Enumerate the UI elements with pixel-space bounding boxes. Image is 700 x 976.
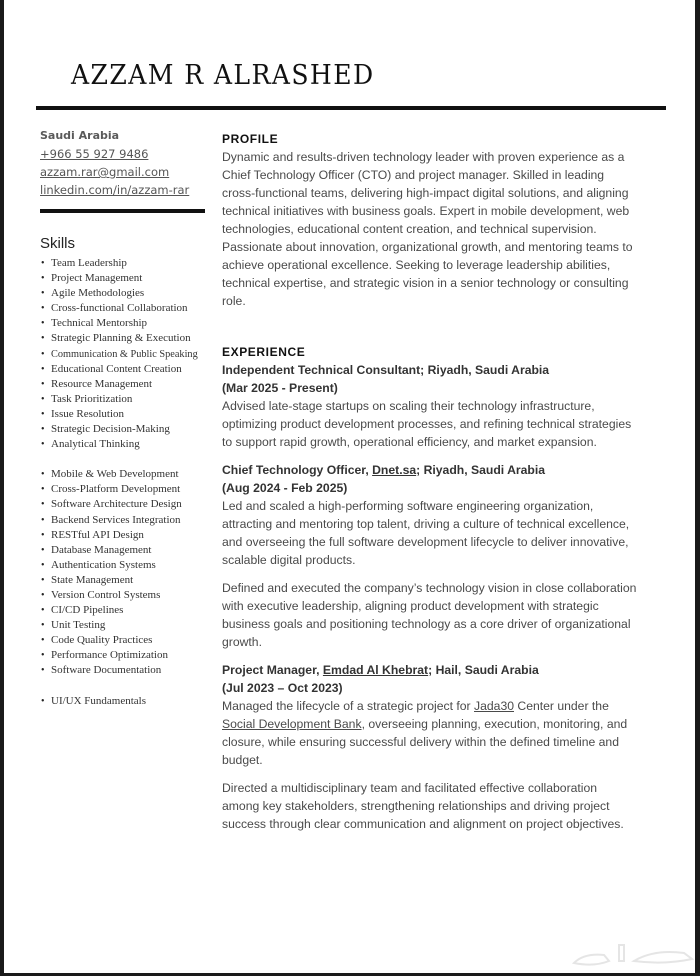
contact-location: Saudi Arabia [40,129,120,142]
skill-item: • Technical Mentorship [40,316,215,331]
skill-item: • Issue Resolution [40,407,215,422]
job-description: Led and scaled a high-performing software engineering organization, attracting and mentoring top talent, driving a culture of technical excellence, and overseeing the full software development lifecycle to deliver innovative, scalable digital products. [222,499,630,567]
skill-item: • RESTful API Design [40,528,215,543]
skill-item: • Software Documentation [40,663,215,678]
job-dates: (Jul 2023 – Oct 2023) [222,681,343,695]
skills-heading: Skills [40,235,76,252]
skill-item: • CI/CD Pipelines [40,603,215,618]
skills-list-design [40,694,215,709]
skill-item: • Authentication Systems [40,558,215,573]
sidebar-divider [40,209,205,213]
skill-item: • Cross-Platform Development [40,482,215,497]
skill-item: • Analytical Thinking [40,437,215,452]
job-location: ; Riyadh, Saudi Arabia [416,463,546,477]
candidate-name: AZZAM R ALRASHED [71,60,375,91]
job-description: Advised late-stage startups on scaling their technology infrastructure, optimizing product development processes, and refining technical strategies to support rapid growth, operational efficiency, and market expansion. [222,399,632,449]
skill-item: • Project Management [40,271,215,286]
skill-item: • Communication & Public Speaking [40,347,215,362]
main-content [222,131,637,833]
resume-page [4,0,695,973]
haraj-logo-watermark-icon [564,935,699,971]
contact-phone-link[interactable]: +966 55 927 9486 [40,147,149,161]
contact-block [40,127,215,199]
skills-list-technical [40,467,215,678]
skill-item: • Strategic Planning & Execution [40,331,215,346]
skill-item: • Database Management [40,543,215,558]
job-description: Managed the lifecycle of a strategic project for Jada30 Center under the Social Development Bank, overseeing planning, execution, monitoring, and closure, while ensuring successful delivery within the defined timeline and budget. [222,699,628,767]
skills-list-soft [40,256,215,452]
jada30-link[interactable]: Jada30 [474,699,514,713]
profile-summary: Dynamic and results-driven technology leader with proven experience as a Chief Technology Officer (CTO) and project manager. Skilled in leading cross-functional teams, delivering high-impact digital solutions, and aligning technical initiatives with business goals. Expert in mobile development, web technologies, educational content creation, and technical supervision. Passionate about innovation, organizational growth, and mentoring teams to achieve operational excellence. Seeking to leverage leadership abilities, technical expertise, and strategic vision in a senior technology or consulting role. [222,150,633,308]
skill-item: • Performance Optimization [40,648,215,663]
job-role: Project Manager, [222,663,323,677]
job-location: ; Hail, Saudi Arabia [428,663,539,677]
skill-item: • Software Architecture Design [40,497,215,512]
job-description: Defined and executed the company’s technology vision in close collaboration with executive leadership, aligning product development with strategic business goals and positioning technology as a core driver of organizational growth. [222,581,637,649]
job-entry [222,661,637,833]
profile-section [222,131,637,310]
job-description: Directed a multidisciplinary team and facilitated effective collaboration among key stakeholders, strengthening relationships and driving project success through clear communication and alignment on project objectives. [222,781,624,831]
skill-item: • Task Prioritization [40,392,215,407]
skill-item: • Backend Services Integration [40,513,215,528]
job-title [222,461,637,479]
skill-item: • Team Leadership [40,256,215,271]
contact-linkedin-link[interactable]: linkedin.com/in/azzam-rar [40,183,190,197]
job-role: Chief Technology Officer, [222,463,373,477]
experience-heading: EXPERIENCE [222,345,306,359]
sidebar [40,127,215,709]
skill-item: • Cross-functional Collaboration [40,301,215,316]
skill-item: • Strategic Decision-Making [40,422,215,437]
job-dates: (Mar 2025 - Present) [222,381,338,395]
job-location: Riyadh, Saudi Arabia [427,363,550,377]
skill-item: • Agile Methodologies [40,286,215,301]
skill-item: • Resource Management [40,377,215,392]
job-role: Independent Technical Consultant [222,363,421,377]
skill-item: • Version Control Systems [40,588,215,603]
contact-email-link[interactable]: azzam.rar@gmail.com [40,165,170,179]
job-entry [222,361,637,451]
skill-item: • Educational Content Creation [40,362,215,377]
skill-item: • Mobile & Web Development [40,467,215,482]
company-link[interactable]: Dnet.sa [372,463,417,477]
company-link[interactable]: Emdad Al Khebrat [322,663,429,677]
social-development-bank-link[interactable]: Social Development Bank [222,717,362,731]
experience-section [222,344,637,833]
skill-item: • Unit Testing [40,618,215,633]
skill-item: • State Management [40,573,215,588]
header-divider [36,106,666,110]
job-dates: (Aug 2024 - Feb 2025) [222,481,348,495]
job-title [222,361,637,379]
profile-heading: PROFILE [222,132,279,146]
job-location-separator: ; [420,363,428,377]
job-entry [222,461,637,651]
skill-item: • UI/UX Fundamentals [40,694,215,709]
skill-item: • Code Quality Practices [40,633,215,648]
job-title [222,661,637,679]
